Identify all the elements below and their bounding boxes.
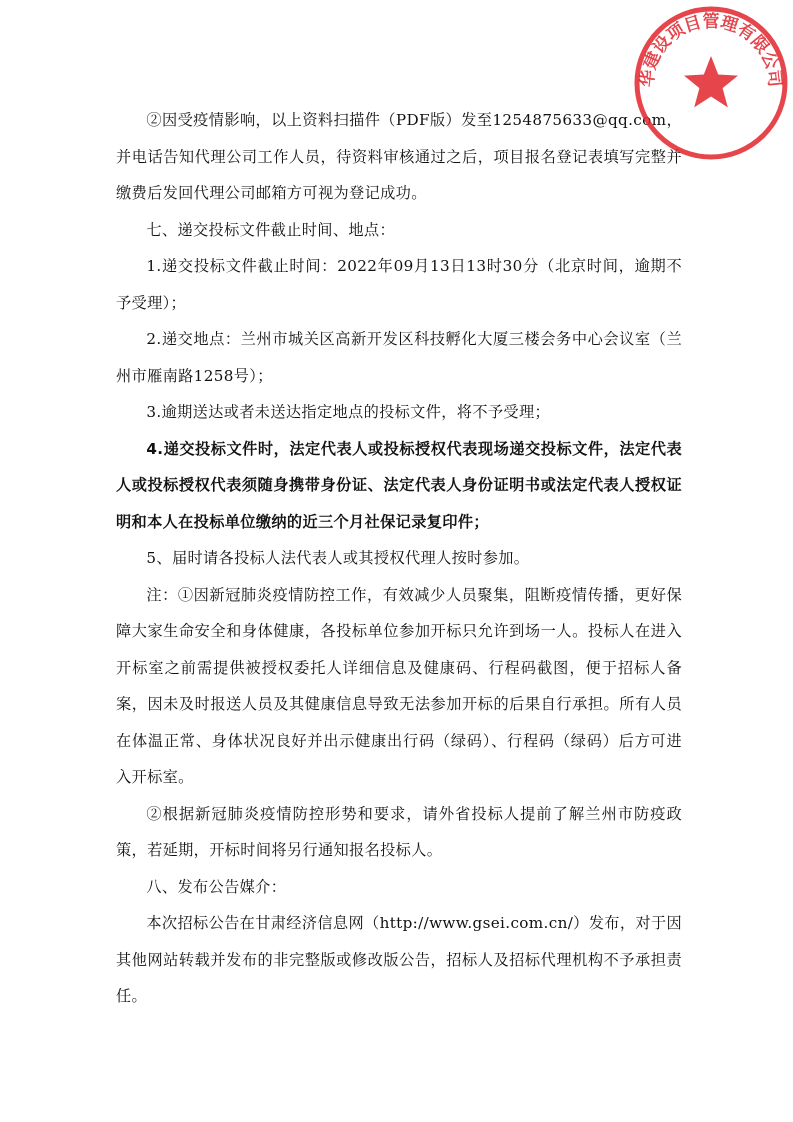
document-body bbox=[116, 102, 682, 1015]
paragraph-attendance: 5、届时请各投标人法代表人或其授权代理人按时参加。 bbox=[146, 549, 530, 567]
seal-text: 华建设项目管理有限公司 bbox=[637, 11, 785, 88]
paragraph-representative-requirements: 4.递交投标文件时，法定代表人或投标授权代表现场递交投标文件，法定代表人或投标授权代表须随身携带身份证、法定代表人身份证明书或法定代表人授权证明和本人在投标单位缴纳的近三个月社保记录复印件； bbox=[116, 439, 682, 531]
seal-star-icon bbox=[684, 56, 738, 107]
paragraph-media-statement: 本次招标公告在甘肃经济信息网（http://www.gsei.com.cn/）发布，对于因其他网站转载并发布的非完整版或修改版公告，招标人及招标代理机构不予承担责任。 bbox=[116, 914, 682, 1005]
paragraph-covid-note-1: 注：①因新冠肺炎疫情防控工作，有效减少人员聚集，阻断疫情传播，更好保障大家生命安全和身体健康，各投标单位参加开标只允许到场一人。投标人在进入开标室之前需提供被授权委托人详细信息及健康码、行程码截图，便于招标人备案，因未及时报送人员及其健康信息导致无法参加开标的后果自行承担。所有人员在体温正常、身体状况良好并出示健康出行码（绿码）、行程码（绿码）后方可进入开标室。 bbox=[116, 585, 682, 786]
paragraph-deadline-time: 1.递交投标文件截止时间：2022年09月13日13时30分（北京时间，逾期不予受理）； bbox=[116, 257, 682, 312]
paragraph-late-submission: 3.逾期送达或者未送达指定地点的投标文件，将不予受理； bbox=[146, 403, 551, 421]
paragraph-submission-note: ②因受疫情影响，以上资料扫描件（PDF版）发至1254875633@qq.com，并电话告知代理公司工作人员，待资料审核通过之后，项目报名登记表填写完整并缴费后发回代理公司邮箱方可视为登记成功。 bbox=[116, 111, 682, 202]
section-heading-media: 八、发布公告媒介： bbox=[146, 877, 287, 896]
section-heading-deadline: 七、递交投标文件截止时间、地点： bbox=[146, 220, 395, 239]
paragraph-covid-note-2: ②根据新冠肺炎疫情防控形势和要求，请外省投标人提前了解兰州市防疫政策，若延期，开标时间将另行通知报名投标人。 bbox=[116, 804, 682, 859]
paragraph-deadline-location: 2.递交地点：兰州市城关区高新开发区科技孵化大厦三楼会务中心会议室（兰州市雁南路1258号）； bbox=[116, 330, 682, 385]
